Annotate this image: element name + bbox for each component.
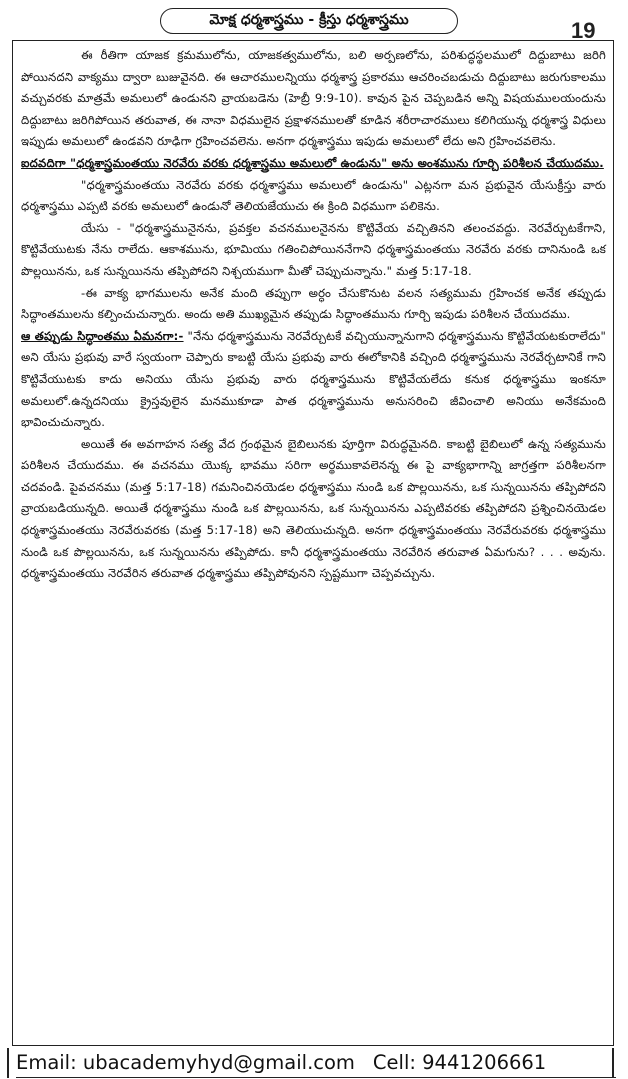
footer [16,1047,616,1078]
content-frame [12,40,614,1046]
footer-right-bar [612,1048,614,1078]
paragraph-6-lead: ఆ తప్పుడు సిద్ధాంతము ఏమనగా:- [21,328,184,343]
footer-email: Email: ubacademyhyd@gmail.com [16,1050,355,1074]
paragraph-5: -ఈ వాక్య భాగములను అనేక మంది తప్పుగా అర్ధం చేసుకొనుట వలన సత్యముమ గ్రహించక అనేక తప్పుడు సిద్ధాంతములను కల్పించుచున్నారు. అందు అతి ముఖ్యమైన తప్పుడు సిద్ధాంతమును గూర్చి ఇపుడు పరిశీలన చేయుదము. [21,285,606,322]
footer-left-bar [7,1048,9,1078]
header-title-text: మోక్ష ధర్మశాస్త్రము - క్రీస్తు ధర్మశాస్త్రము [209,11,409,28]
page-number: 19 [571,18,596,43]
paragraph-4: యేసు - "ధర్మశాస్త్రమునైనను, ప్రవక్తల వచనములనైనను కొట్టివేయ వచ్చితినని తలంచవద్దు. నెరవేర్చుటకేగాని, కొట్టివేయుటకు నేను రాలేదు. ఆకాశమును, భూమియు గతించిపోయిననేగాని ధర్మశాస్త్రమంతయు నెరవేరు వరకు దానినుండి ఒక పొల్లయినను, ఒక సున్నయినను తప్పిపోదని నిశ్చయముగా మీతో చెప్పుచున్నాను." మత్త 5:17-18. [21,220,606,278]
paragraph-6-text: "నేను ధర్మశాస్త్రమును నెరవేర్చుటకే వచ్చియున్నానుగాని ధర్మశాస్త్రమును కొట్టివేయటకురాలేదు" అని యేసు ప్రభువు వారే స్వయంగా చెప్పారు కాబట్టి యేసు ప్రభువు వారు ఈలోకానికి వచ్చింది ధర్మశాస్త్రమును నెరవేర్చటానికే గాని కొట్టివేయుటకు కాదు అనియు యేసు ప్రభువు వారు ధర్మశాస్త్రమును కొట్టివేయలేదు కనుక ధర్మశాస్త్రము ఇంకనూ అమలులో.ఉన్నదనియు క్రైస్తవులైన మనముకూడా పాత ధర్మశాస్త్రమును అనుసరించి జీవించాలి అనియు అనేకమంది భావించుచున్నారు. [21,328,607,430]
paragraph-7: అయితే ఈ అవగాహన సత్య వేద గ్రంథమైన బైబిలునకు పూర్తిగా విరుద్ధమైనది. కాబట్టి బైబిలులో ఉన్న సత్యమును పరిశీలన చేయుదము. ఈ వచనము యొక్క భావము సరిగా అర్థముకావలెనన్న ఈ పై వాక్యభాగాన్ని జాగ్రత్తగా పరిశీలనగా చదవండి. పైవచనము (మత్త 5:17-18) గమనించినయెడల ధర్మశాస్త్రము నుండి ఒక పొల్లయినను, ఒక సున్నయినను తప్పిపోదని వ్రాయబడియున్నది. అయితే ధర్మశాస్త్రము నుండి ఒక పొల్లయినను, ఒక సున్నయినను ఎప్పటివరకు తప్పిపోదని ప్రశ్నించినయెడల ధర్మశాస్త్రమంతయు నెరవేరువరకు (మత్త 5:17-18) అని తెలియుచున్నది. అనగా ధర్మశాస్త్రమంతయు నెరవేరువరకు ధర్మశాస్త్రము నుండి ఒక పొల్లయినను, ఒక సున్నయినను తప్పిపోదు. కానీ ధర్మశాస్త్రమంతయు నెరవేరిన తరువాత ఏమగును? . . . అవును. ధర్మశాస్త్రమంతయు నెరవేరిన తరువాత ధర్మశాస్త్రము తప్పిపోవునని స్పష్టముగా చెప్పవచ్చును. [21,436,606,581]
paragraph-3: "ధర్మశాస్త్రమంతయు నెరవేరు వరకు ధర్మశాస్త్రము అమలులో ఉండును" ఎట్లనగా మన ప్రభువైన యేసుక్రీస్తు వారు ధర్మశాస్త్రము ఎప్పటి వరకు అమలులో ఉండునో తెలియజేయుచు ఈ క్రింది విధముగా పలికెను. [21,177,606,214]
page-header-title [160,8,458,34]
paragraph-6 [21,326,606,434]
footer-cell: Cell: 9441206661 [372,1050,547,1074]
paragraph-1: ఈ రీతిగా యాజక క్రమములోను, యాజకత్వములోను, బలి అర్పణలోను, పరిశుద్ధస్థలములో దిద్దుబాటు జరిగి పోయినదని వాక్యము ద్వారా బుజువైనది. ఈ ఆచారములన్నియు ధర్మశాస్త్ర ప్రకారము ఆచరించబడుచు దిద్దుబాటు జరుగుకాలము వచ్చువరకు మాత్రమే అమలులో ఉండునని వ్రాయబడెను (హెబ్రీ 9:9-10). కావున పైన చెప్పబడిన అన్ని విషయములయందును దిద్దుబాటు జరిగిపోయిన తరువాత, ఈ నానా విధములైన ప్రక్షాళనములతో కూడిన శరీరాచారములు కలిగియున్న ధర్మశాస్త్ర విధులు ఇప్పుడు అమలులో ఉండవని రూఢిగా గ్రహించవలెను. అనగా ధర్మశాస్త్రము ఇపుడు అమలులో లేదు అని గ్రహించవలెను. [21,48,606,149]
section-heading: ఐదవదిగా "ధర్మశాస్త్రమంతయు నెరవేరు వరకు ధర్మశాస్త్రము అమలులో ఉండును" అను అంశమును గూర్చి పరిశీలన చేయుదము. [21,155,604,170]
